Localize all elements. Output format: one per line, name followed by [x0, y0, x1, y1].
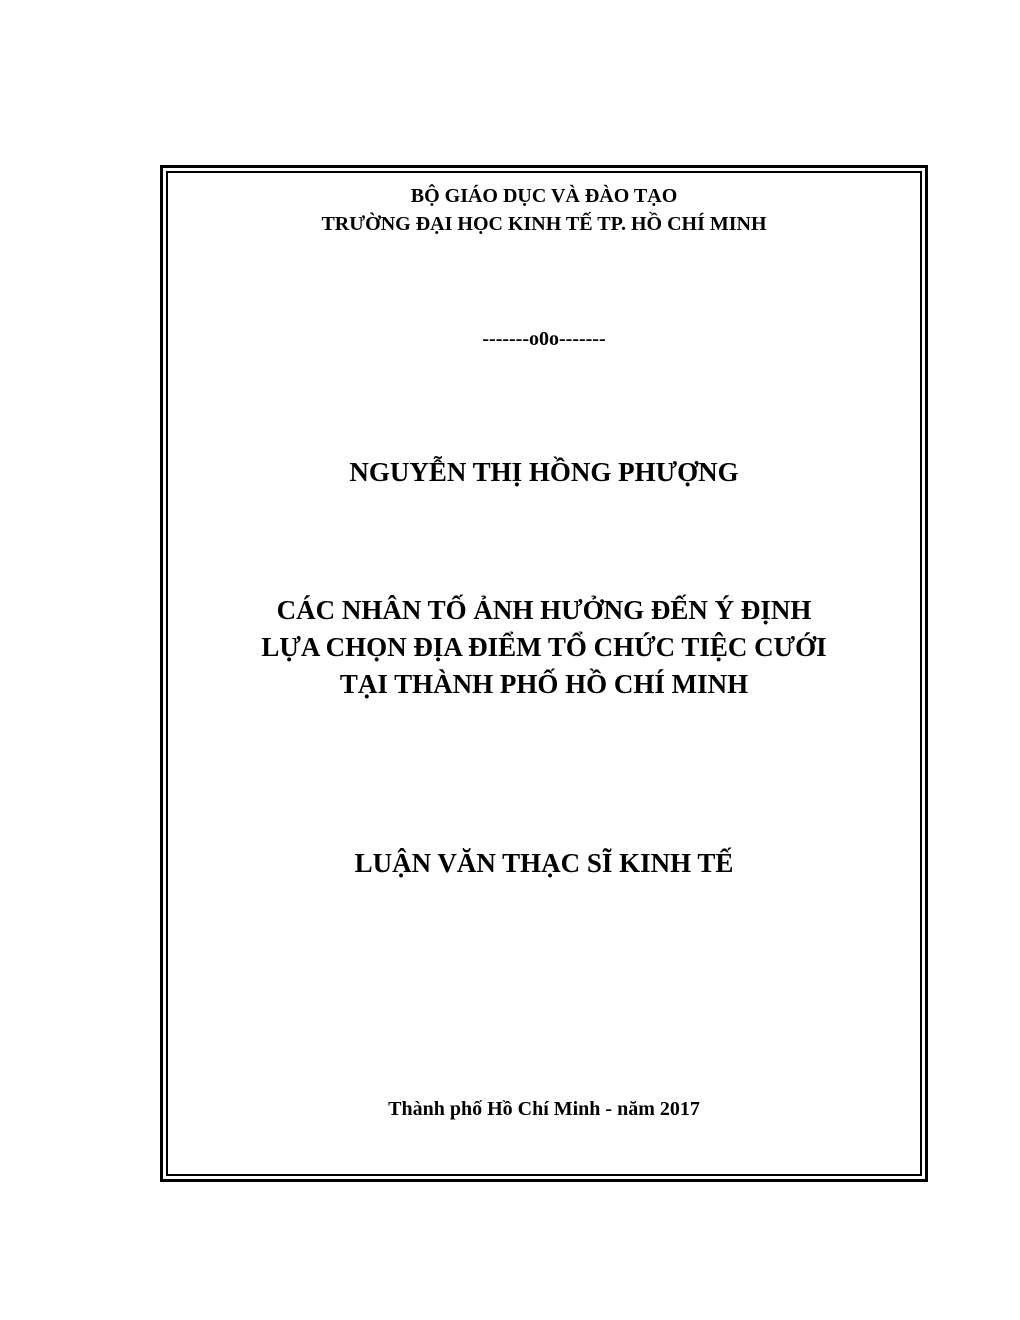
- thesis-title: [166, 592, 922, 703]
- thesis-title-line-3: TẠI THÀNH PHỐ HỒ CHÍ MINH: [339, 669, 749, 699]
- thesis-title-line-2: LỰA CHỌN ĐỊA ĐIỂM TỔ CHỨC TIỆC CƯỚI: [261, 632, 827, 662]
- ornament-divider: -------o0o-------: [482, 328, 606, 350]
- ministry-heading: BỘ GIÁO DỤC VÀ ĐÀO TẠO: [410, 185, 678, 207]
- university-heading: TRƯỜNG ĐẠI HỌC KINH TẾ TP. HỒ CHÍ MINH: [321, 213, 767, 235]
- degree-label: LUẬN VĂN THẠC SĨ KINH TẾ: [354, 848, 734, 878]
- place-and-year: Thành phố Hồ Chí Minh - năm 2017: [388, 1098, 700, 1120]
- author-name: NGUYỄN THỊ HỒNG PHƯỢNG: [349, 457, 739, 487]
- thesis-title-line-1: CÁC NHÂN TỐ ẢNH HƯỞNG ĐẾN Ý ĐỊNH: [276, 595, 812, 625]
